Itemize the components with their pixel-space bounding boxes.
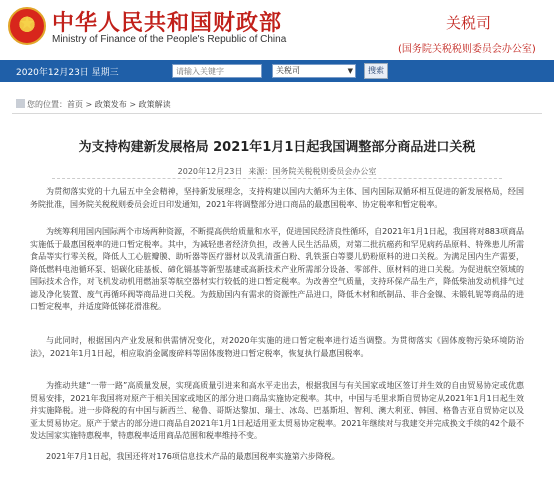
chevron-down-icon: ▼ <box>347 67 353 75</box>
site-title[interactable]: 中华人民共和国财政部 <box>52 10 283 36</box>
search-input[interactable] <box>172 64 262 78</box>
breadcrumb-separator: > <box>126 100 139 109</box>
article-paragraph: 为推动共建“一带一路”高质量发展，实现高质量引进来和高水平走出去，根据我国与有关国家或地区签订并生效的自由贸易协定或优惠贸易安排，2021年我国将对原产于相关国家或地区的部分进口商品实施协定税率。其中，中国与毛里求斯自贸协定从2021年1月1日起生效并实施降税。进一步降税的有中国与新西兰、秘鲁、哥斯达黎加、瑞士、冰岛、巴基斯坦、智利、澳大利亚、韩国、格鲁吉亚自贸协定以及亚太贸易协定。原产于蒙古的部分进口商品自2021年1月1日起适用亚太贸易协定税率。2021年继续对与我建交并完成换文手续的42个最不发达国家实施特惠税率，特惠税率适用商品范围和税率维持不变。 <box>30 381 524 440</box>
breadcrumb <box>16 99 171 110</box>
article-container <box>12 113 542 487</box>
article-paragraph: 2021年7月1日起，我国还将对176项信息技术产品的最惠国税率实施第六步降税。 <box>46 452 340 461</box>
search-button[interactable]: 搜索 <box>364 63 388 79</box>
article-date: 2020年12月23日 <box>177 167 243 176</box>
divider <box>52 178 502 179</box>
article-source: 来源：国务院关税税则委员会办公室 <box>248 167 377 176</box>
breadcrumb-prefix: 您的位置： <box>27 100 67 109</box>
nav-date: 2020年12月23日 星期三 <box>16 68 119 78</box>
article-paragraph: 为贯彻落实党的十九届五中全会精神，坚持新发展理念，支持构建以国内大循环为主体、国内国际双循环相互促进的新发展格局，经国务院批准，国务院关税税则委员会近日印发通知，2021年将调整部分进口商品的最惠国税率、协定税率和暂定税率。 <box>30 187 524 209</box>
article-meta <box>12 166 542 177</box>
home-icon <box>16 99 25 108</box>
search-scope-value: 关税司 <box>276 66 300 75</box>
search-scope-select[interactable] <box>272 64 356 78</box>
breadcrumb-item-policy[interactable]: 政策发布 <box>94 100 127 109</box>
department-subtitle: (国务院关税税则委员会办公室) <box>398 44 536 55</box>
breadcrumb-separator: > <box>83 100 95 109</box>
department-name[interactable]: 关税司 <box>446 14 492 32</box>
breadcrumb-item-interpretation[interactable]: 政策解读 <box>138 100 171 109</box>
article-title: 为支持构建新发展格局 2021年1月1日起我国调整部分商品进口关税 <box>78 140 476 155</box>
national-emblem-icon[interactable]: ★ <box>8 7 46 45</box>
site-header <box>0 0 554 60</box>
site-subtitle: Ministry of Finance of the People's Republic of China <box>52 34 287 45</box>
article-paragraph: 为统筹利用国内国际两个市场两种资源，不断提高供给质量和水平，促进国民经济良性循环，自2021年1月1日起，我国将对883项商品实施低于最惠国税率的进口暂定税率。其中，为减轻患者经济负担，改善人民生活品质，对第二批抗癌药和罕见病药品原料、特殊患儿所需食品等实行零关税，降低人工心脏瓣膜、助听器等医疗器材以及乳清蛋白粉、乳铁蛋白等婴儿奶粉原料的进口关税。为满足国内生产需要，降低燃料电池循环泵、铝碳化硅基板、碲化镉基等新型基建或高新技术产业所需部分设备、零部件、原材料的进口关税。为促进航空领域的国际技术合作，对飞机发动机用燃油泵等航空器材实行较低的进口暂定税率。为改善空气质量，支持环保产品生产，降低柴油发动机排气过滤及净化装置、废气再循环阀等商品进口关税。为鼓励国内有需求的资源性产品进口，降低木材和纸制品、非合金镍、未锻轧铌等商品的进口暂定税率，并适度降低锑花滑准税。 <box>30 227 524 311</box>
article-paragraph: 与此同时，根据国内产业发展和供需情况变化，对2020年实施的进口暂定税率进行适当调整。为贯彻落实《固体废物污染环境防治法》，2021年1月1日起，相应取消金属废碎料等固体废物进口暂定税率，恢复执行最惠国税率。 <box>30 336 524 358</box>
breadcrumb-item-home[interactable]: 首页 <box>67 100 83 109</box>
nav-bar <box>0 60 554 82</box>
